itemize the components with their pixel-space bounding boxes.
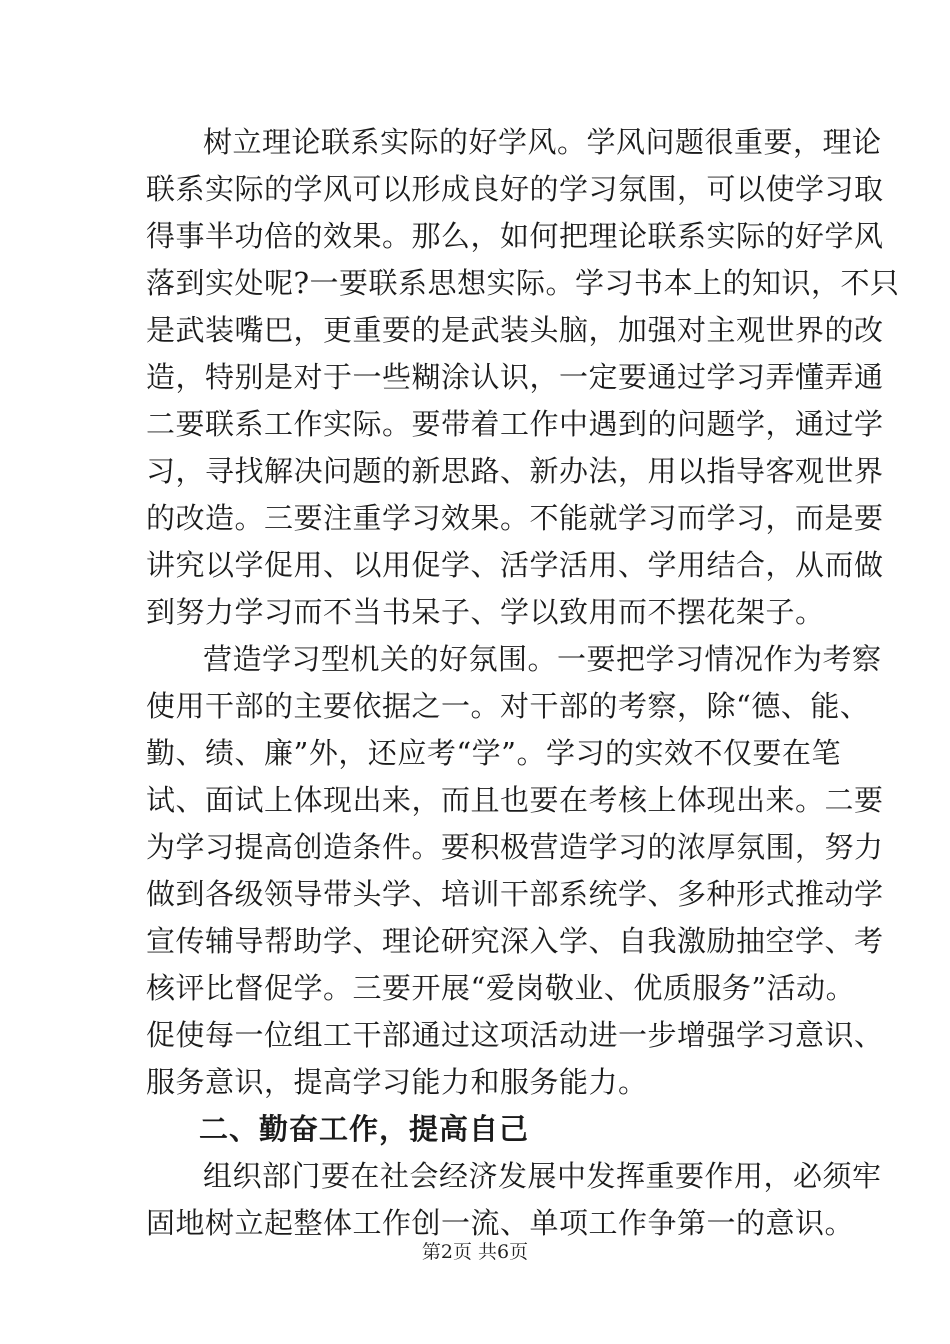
- paragraph-2-line-9: 促使每一位组工干部通过这项活动进一步增强学习意识、: [146, 1018, 884, 1052]
- paragraph-2-line-8: 核评比督促学。三要开展“爱岗敬业、优质服务”活动。: [146, 971, 856, 1005]
- paragraph-1-line-3: 得事半功倍的效果。那么，如何把理论联系实际的好学风: [146, 219, 884, 253]
- paragraph-1-line-6: 造，特别是对于一些糊涂认识，一定要通过学习弄懂弄通: [146, 360, 884, 394]
- paragraph-2-line-7: 宣传辅导帮助学、理论研究深入学、自我激励抽空学、考: [146, 924, 884, 958]
- page-number-footer: 第2页 共6页: [421, 1241, 529, 1263]
- paragraph-2-line-2: 使用干部的主要依据之一。对干部的考察，除“德、能、: [146, 689, 870, 723]
- paragraph-2-line-10: 服务意识，提高学习能力和服务能力。: [146, 1065, 648, 1099]
- paragraph-2-line-4: 试、面试上体现出来，而且也要在考核上体现出来。二要: [146, 783, 884, 817]
- paragraph-1-line-2: 联系实际的学风可以形成良好的学习氛围，可以使学习取: [146, 172, 884, 206]
- paragraph-2-line-1: 营造学习型机关的好氛围。一要把学习情况作为考察: [203, 642, 882, 676]
- paragraph-3-line-2: 固地树立起整体工作创一流、单项工作争第一的意识。: [146, 1206, 855, 1240]
- paragraph-1-line-7: 二要联系工作实际。要带着工作中遇到的问题学，通过学: [146, 407, 884, 441]
- paragraph-1-line-9: 的改造。三要注重学习效果。不能就学习而学习，而是要: [146, 501, 884, 535]
- paragraph-1-line-10: 讲究以学促用、以用促学、活学活用、学用结合，从而做: [146, 548, 884, 582]
- paragraph-1-line-4: 落到实处呢?一要联系思想实际。学习书本上的知识，不只: [146, 266, 900, 300]
- paragraph-1-line-5: 是武装嘴巴，更重要的是武装头脑，加强对主观世界的改: [146, 313, 884, 347]
- paragraph-2-line-3: 勤、绩、廉”外，还应考“学”。学习的实效不仅要在笔: [146, 736, 841, 770]
- paragraph-1-line-1: 树立理论联系实际的好学风。学风问题很重要，理论: [203, 125, 882, 159]
- paragraph-1-line-11: 到努力学习而不当书呆子、学以致用而不摆花架子。: [146, 595, 825, 629]
- section-heading: 二、勤奋工作，提高自己: [199, 1112, 530, 1146]
- paragraph-3-line-1: 组织部门要在社会经济发展中发挥重要作用，必须牢: [203, 1159, 882, 1193]
- paragraph-2-line-5: 为学习提高创造条件。要积极营造学习的浓厚氛围，努力: [146, 830, 884, 864]
- paragraph-1-line-8: 习，寻找解决问题的新思路、新办法，用以指导客观世界: [146, 454, 884, 488]
- paragraph-2-line-6: 做到各级领导带头学、培训干部系统学、多种形式推动学: [146, 877, 884, 911]
